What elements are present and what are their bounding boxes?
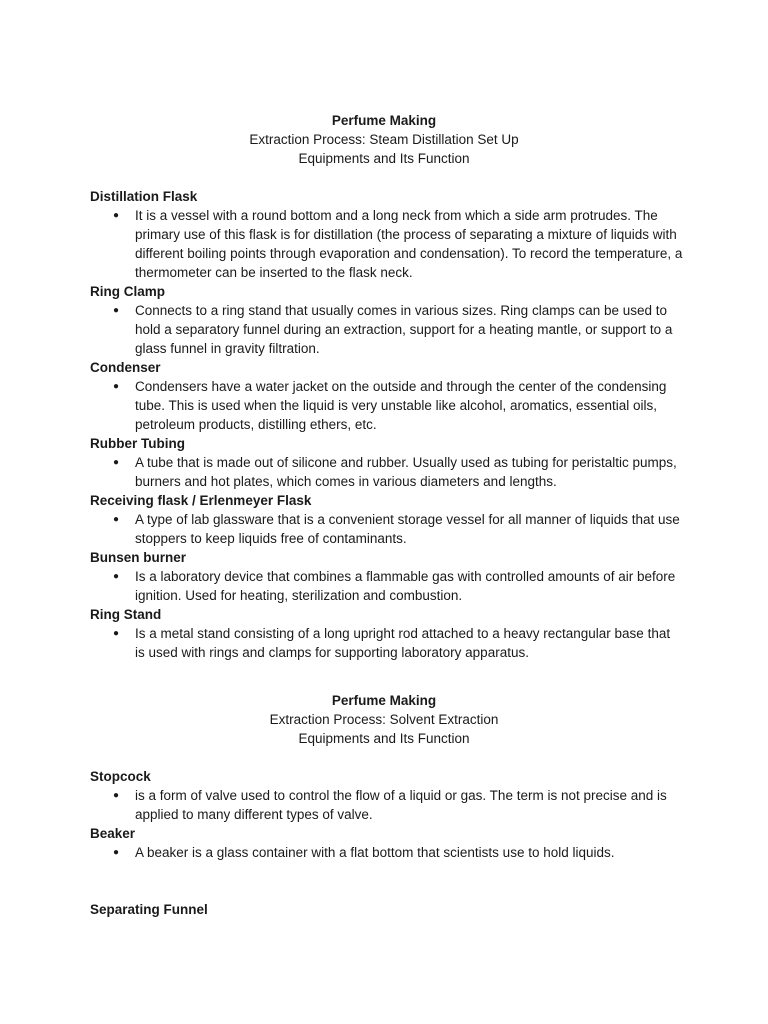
equipment-description: A type of lab glassware that is a convenient storage vessel for all manner of liquids that use stoppers to keep liquids free of contaminants. xyxy=(135,512,680,546)
equipment-name: Distillation Flask xyxy=(90,189,198,204)
document-subtitle: Extraction Process: Solvent Extraction xyxy=(269,712,499,727)
document-title: Perfume Making xyxy=(331,693,437,708)
equipment-item xyxy=(90,282,680,358)
section-heading xyxy=(90,691,678,748)
bullet-icon: ● xyxy=(113,571,120,582)
bullet-icon: ● xyxy=(113,381,120,392)
equipment-description: Is a laboratory device that combines a flammable gas with controlled amounts of air before ignition. Used for heating, sterilization and combustion. xyxy=(135,569,676,603)
bullet-icon: ● xyxy=(113,305,120,316)
equipment-item xyxy=(90,824,680,862)
equipment-item xyxy=(90,358,680,434)
equipment-name: Separating Funnel xyxy=(90,902,208,917)
equipment-item xyxy=(90,434,680,491)
bullet-icon: ● xyxy=(113,210,120,221)
steam-distillation-section xyxy=(90,111,683,662)
equipment-name: Stopcock xyxy=(90,769,151,784)
section-heading xyxy=(90,111,678,168)
equipment-name: Bunsen burner xyxy=(90,550,187,565)
equipment-name: Ring Stand xyxy=(90,607,162,622)
list-item xyxy=(90,624,683,662)
equipment-item xyxy=(90,767,680,824)
equipment-name: Ring Clamp xyxy=(90,284,166,299)
blank-line xyxy=(90,881,680,900)
equipment-description-list xyxy=(90,206,683,282)
bullet-icon: ● xyxy=(113,514,120,525)
list-item xyxy=(90,453,683,491)
equipment-description-list xyxy=(90,301,680,358)
equipment-name: Rubber Tubing xyxy=(90,436,185,451)
equipment-item xyxy=(90,548,680,605)
equipment-description: It is a vessel with a round bottom and a long neck from which a side arm protrudes. The primary use of this flask is for distillation (the process of separating a mixture of liquids with different boiling points through evaporation and condensation). To record the temperature, a thermometer can be inserted to the flask neck. xyxy=(135,208,683,280)
equipment-name: Condenser xyxy=(90,360,161,375)
equipment-description: Condensers have a water jacket on the outside and through the center of the condensing tube. This is used when the liquid is very unstable like alcohol, aromatics, essential oils, petroleum products, distilling ethers, etc. xyxy=(135,379,667,432)
equipment-description-list xyxy=(90,377,680,434)
bullet-icon: ● xyxy=(113,457,120,468)
document-subtitle-2: Equipments and Its Function xyxy=(298,731,470,746)
equipment-description: A beaker is a glass container with a flat bottom that scientists use to hold liquids. xyxy=(135,845,615,860)
list-item xyxy=(90,377,683,434)
equipment-item xyxy=(90,900,680,919)
equipment-name: Beaker xyxy=(90,826,136,841)
document-subtitle: Extraction Process: Steam Distillation Set Up xyxy=(249,132,519,147)
equipment-description-list xyxy=(90,786,680,824)
list-item xyxy=(90,510,683,548)
list-item xyxy=(90,301,683,358)
solvent-extraction-section xyxy=(90,691,680,919)
equipment-description-list xyxy=(90,453,680,491)
list-item xyxy=(90,206,683,282)
bullet-icon: ● xyxy=(113,790,120,801)
equipment-description-list xyxy=(90,843,680,862)
bullet-icon: ● xyxy=(113,628,120,639)
list-item xyxy=(90,567,683,605)
document-title: Perfume Making xyxy=(331,113,437,128)
equipment-item xyxy=(90,605,680,662)
equipment-description-list xyxy=(90,624,680,662)
list-item xyxy=(90,786,683,824)
equipment-item xyxy=(90,491,680,548)
equipment-description-list xyxy=(90,567,680,605)
list-item xyxy=(90,843,683,862)
equipment-description: A tube that is made out of silicone and rubber. Usually used as tubing for peristaltic pumps, burners and hot plates, which comes in various diameters and lengths. xyxy=(135,455,677,489)
equipment-description: Connects to a ring stand that usually comes in various sizes. Ring clamps can be used to hold a separatory funnel during an extraction, support for a heating mantle, or support to a glass funnel in gravity filtration. xyxy=(135,303,673,356)
equipment-description-list xyxy=(90,510,680,548)
document-subtitle-2: Equipments and Its Function xyxy=(298,151,470,166)
bullet-icon: ● xyxy=(113,847,120,858)
equipment-name: Receiving flask / Erlenmeyer Flask xyxy=(90,493,312,508)
blank-line xyxy=(90,862,680,881)
equipment-item xyxy=(90,187,683,282)
equipment-description: is a form of valve used to control the flow of a liquid or gas. The term is not precise and is applied to many different types of valve. xyxy=(135,788,667,822)
equipment-description: Is a metal stand consisting of a long upright rod attached to a heavy rectangular base that is used with rings and clamps for supporting laboratory apparatus. xyxy=(135,626,671,660)
